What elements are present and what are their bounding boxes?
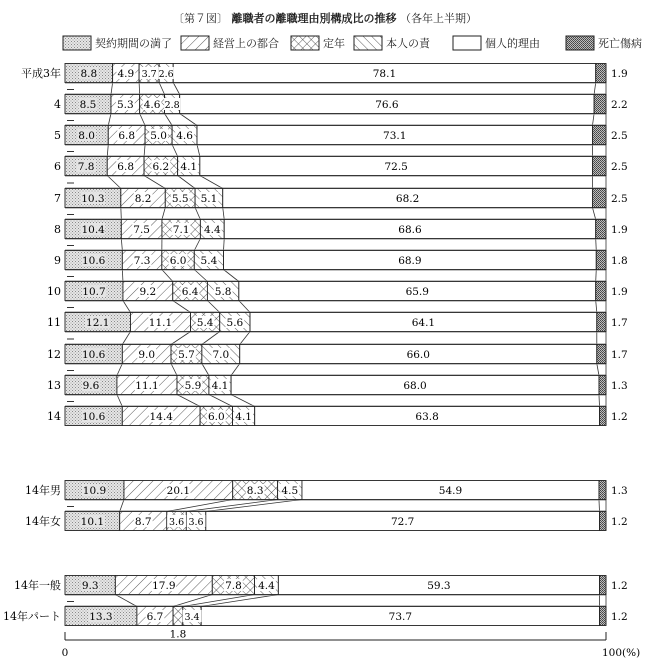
bars-layer (65, 64, 606, 626)
bar-segment (600, 512, 606, 531)
connector-line (117, 364, 122, 376)
value-label: 59.3 (427, 580, 451, 592)
value-label: 5.4 (200, 255, 218, 267)
value-label: 5.7 (178, 349, 195, 361)
value-label: 10.3 (81, 193, 105, 205)
legend-label: 定年 (323, 37, 345, 50)
connector-line (596, 239, 597, 251)
connector-line (171, 364, 177, 376)
value-label: 1.9 (611, 224, 628, 236)
value-label: 7.5 (133, 224, 150, 236)
connector-line (596, 301, 597, 313)
value-label: 8.0 (78, 130, 95, 142)
connector-line (202, 364, 209, 376)
category-label: 5 (54, 129, 61, 142)
bar-segment (600, 576, 606, 595)
value-label: 6.4 (181, 286, 199, 298)
value-label: 5.4 (196, 317, 214, 329)
value-label: 54.9 (438, 485, 463, 497)
value-label: 14.4 (149, 411, 173, 423)
category-label: 平成3年 (21, 67, 61, 80)
connector-line (178, 176, 195, 189)
value-label: 66.0 (406, 349, 430, 361)
legend-label: 個人的理由 (485, 37, 540, 50)
value-label: 8.8 (80, 68, 98, 80)
category-label: 14年女 (25, 515, 61, 528)
value-label: 9.0 (138, 349, 156, 361)
connector-line (195, 208, 200, 220)
connector-line (107, 176, 121, 189)
connector-line (202, 332, 220, 345)
connector-line (201, 595, 278, 607)
value-label: 4.1 (180, 161, 198, 173)
connector-line (172, 145, 178, 157)
category-label: 9 (54, 254, 61, 267)
value-label: 68.0 (403, 380, 427, 392)
connector-line (180, 114, 197, 126)
value-label: 7.8 (225, 580, 242, 592)
category-label: 10 (47, 285, 61, 298)
connector-line (115, 595, 137, 607)
value-label: 8.2 (134, 193, 152, 205)
value-label: 6.7 (146, 611, 164, 623)
value-label: 2.5 (611, 161, 628, 173)
title-sub: （各年上半期） (400, 12, 477, 25)
legend-label: 経営上の都合 (213, 37, 279, 50)
value-label: 6.8 (118, 130, 136, 142)
value-label: 2.8 (164, 100, 180, 111)
value-label: 4.4 (203, 224, 221, 236)
value-label: 4.9 (117, 68, 135, 80)
connector-line (139, 83, 140, 95)
value-label: 13.3 (89, 611, 113, 623)
value-label: 6.0 (169, 255, 187, 267)
connector-line (200, 176, 223, 189)
figure-number: 〔第７図〕 (173, 12, 228, 25)
value-label: 1.2 (611, 580, 628, 592)
category-label: 4 (54, 98, 61, 111)
value-label: 3.6 (169, 517, 185, 528)
value-label: 20.1 (166, 485, 191, 497)
value-label: 65.9 (405, 286, 429, 298)
value-label: 1.7 (611, 349, 628, 361)
connector-line (231, 364, 240, 376)
connector-line (162, 270, 173, 282)
connector-line (162, 208, 165, 220)
value-label: 8.5 (79, 99, 97, 111)
value-label-below: 1.8 (169, 628, 187, 641)
connector-line (144, 145, 145, 157)
value-label: 7.0 (212, 349, 230, 361)
connector-line (224, 239, 225, 251)
value-label: 63.8 (415, 411, 439, 423)
bar-segment (600, 607, 606, 626)
value-label: 7.3 (133, 255, 151, 267)
category-label: 11 (47, 316, 61, 329)
connector-line (599, 500, 600, 512)
value-label: 4.5 (281, 485, 299, 497)
connector-line (194, 270, 207, 282)
connector-line (599, 395, 600, 407)
connector-line (206, 500, 302, 512)
value-label: 1.3 (611, 380, 628, 392)
value-label: 10.6 (81, 255, 106, 267)
connector-line (209, 395, 233, 407)
connector-line (594, 83, 596, 95)
category-label: 6 (54, 160, 61, 173)
value-label: 5.5 (171, 193, 189, 205)
connector-line (122, 270, 123, 282)
value-label: 4.6 (176, 130, 193, 142)
value-label: 10.9 (82, 485, 107, 497)
value-label: 76.6 (375, 99, 399, 111)
category-label: 8 (54, 223, 61, 236)
value-label: 68.6 (398, 224, 422, 236)
value-label: 5.6 (226, 317, 244, 329)
bar-segment (599, 376, 606, 395)
category-label: 14 (47, 410, 61, 423)
bar-segment (597, 313, 606, 332)
legend-label: 契約期間の満了 (95, 37, 172, 50)
value-label: 10.4 (81, 224, 105, 236)
value-label: 1.2 (611, 411, 628, 423)
value-label: 6.2 (152, 161, 170, 173)
connector-line (240, 332, 250, 345)
connector-line (207, 301, 219, 313)
value-label: 5.3 (116, 99, 134, 111)
connector-line (121, 239, 122, 251)
connector-line (177, 395, 200, 407)
value-label: 8.7 (134, 516, 152, 528)
value-label: 64.1 (411, 317, 436, 329)
connector-line (111, 83, 113, 95)
bar-segment (594, 95, 606, 114)
value-label: 3.7 (141, 69, 157, 80)
bar-segment (592, 189, 606, 208)
value-label: 12.1 (86, 317, 110, 329)
category-label: 14年パート (3, 610, 61, 623)
connector-line (224, 270, 239, 282)
category-label: 12 (47, 348, 61, 361)
connector-line (108, 114, 111, 126)
bar-segment (592, 126, 606, 145)
value-label: 4.1 (235, 411, 252, 423)
connector-line (159, 83, 164, 95)
value-label: 17.9 (152, 580, 176, 592)
value-label: 10.6 (81, 411, 106, 423)
x-tick-label: 0 (61, 647, 69, 659)
value-label: 2.5 (611, 130, 628, 142)
bar-segment (596, 251, 606, 270)
connector-line (117, 395, 122, 407)
value-label: 73.1 (383, 130, 407, 142)
value-label: 9.2 (139, 286, 157, 298)
value-label: 1.9 (611, 68, 628, 80)
value-label: 1.7 (611, 317, 628, 329)
bar-segment (599, 481, 606, 500)
value-label: 11.1 (148, 317, 173, 329)
bar-segment (592, 157, 606, 176)
value-label: 3.6 (188, 517, 204, 528)
value-label: 2.6 (158, 69, 174, 80)
value-label: 73.7 (388, 611, 413, 623)
value-label: 2.2 (611, 99, 628, 111)
category-label: 7 (54, 192, 61, 205)
value-label: 7.8 (77, 161, 95, 173)
value-label: 10.1 (80, 516, 105, 528)
connector-line (592, 208, 595, 220)
connector-line (197, 145, 200, 157)
connector-line (597, 364, 599, 376)
value-label: 10.6 (81, 349, 106, 361)
connector-line (120, 500, 124, 512)
value-label: 5.1 (200, 193, 218, 205)
value-label: 4.4 (258, 580, 275, 592)
value-label: 3.4 (184, 612, 200, 623)
connector-line (592, 114, 594, 126)
legend-label: 死亡傷病 (598, 37, 642, 50)
value-label: 68.2 (395, 193, 420, 205)
legend-label: 本人の責 (386, 37, 430, 50)
value-label: 10.7 (82, 286, 106, 298)
value-label: 9.3 (81, 580, 99, 592)
connector-line (231, 395, 255, 407)
value-label: 7.1 (172, 224, 190, 236)
x-tick-label: 100(%) (602, 647, 641, 659)
connector-line (223, 208, 224, 220)
value-label: 1.2 (611, 516, 628, 528)
connector-line (144, 176, 165, 189)
value-label: 5.9 (184, 380, 202, 392)
value-label: 6.8 (117, 161, 135, 173)
connector-line (194, 239, 200, 251)
value-label: 68.9 (398, 255, 422, 267)
bar-segment (173, 607, 183, 626)
value-label: 1.3 (611, 485, 628, 497)
value-label: 4.6 (143, 99, 161, 111)
category-label: 14年一般 (14, 579, 61, 592)
connector-line (107, 145, 108, 157)
value-label: 6.0 (207, 411, 225, 423)
value-label: 2.5 (611, 193, 628, 205)
connector-line (596, 270, 597, 282)
value-label: 1.2 (611, 611, 628, 623)
x-axis (62, 632, 641, 659)
connector-line (173, 301, 191, 313)
value-label: 1.8 (611, 255, 628, 267)
bar-segment (600, 407, 606, 426)
bar-segment (596, 282, 606, 301)
value-label: 9.6 (82, 380, 100, 392)
connector-line (140, 114, 145, 126)
connector-line (171, 332, 190, 345)
connector-line (123, 301, 131, 313)
value-label: 78.1 (372, 68, 397, 80)
value-label: 11.1 (135, 380, 159, 392)
value-label: 8.3 (246, 485, 264, 497)
value-label: 72.5 (384, 161, 408, 173)
value-label: 5.8 (214, 286, 232, 298)
value-label: 4.1 (211, 380, 229, 392)
value-label: 72.7 (390, 516, 415, 528)
bar-segment (597, 345, 606, 364)
value-label: 1.9 (611, 286, 628, 298)
bar-segment (596, 220, 606, 239)
connector-line (165, 114, 173, 126)
connector-line (173, 83, 179, 95)
bar-segment (596, 64, 606, 83)
connector-line (239, 301, 250, 313)
category-label: 14年男 (25, 484, 61, 497)
category-label: 13 (47, 379, 61, 392)
value-label: 5.0 (150, 130, 167, 142)
title-main: 離職者の離職理由別構成比の推移 (231, 12, 397, 25)
connector-line (122, 332, 130, 345)
